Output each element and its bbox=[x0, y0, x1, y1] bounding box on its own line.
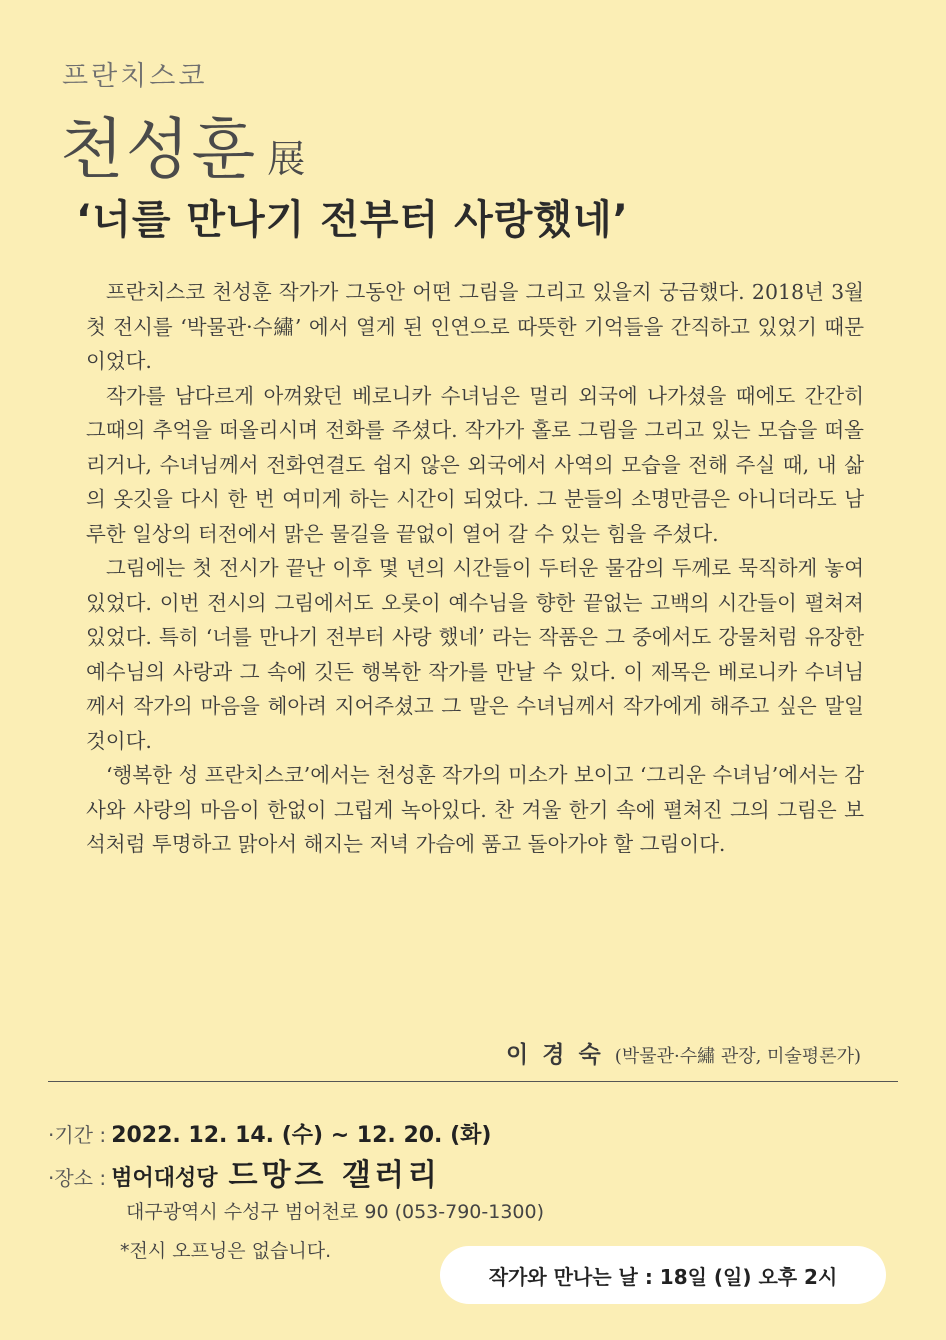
period-value: 2022. 12. 14. (수) ~ 12. 20. (화) bbox=[111, 1123, 492, 1148]
author-name: 이 경 숙 bbox=[506, 1041, 604, 1068]
exhibition-subtitle: 프란치스코 bbox=[62, 61, 208, 92]
essay-paragraph: 그림에는 첫 전시가 끝난 이후 몇 년의 시간들이 두터운 물감의 두께로 묵직하게 놓여 있었다. 이번 전시의 그림에서도 오롯이 예수님을 향한 끝없는 고백의 시간들이 펼쳐져 있었다. 특히 ‘너를 만나기 전부터 사랑 했네’ 라는 작품은 그 중에서도 강물처럼 유장한 예수님의 사랑과 그 속에 깃든 행복한 작가를 만날 수 있다. 이 제목은 베로니카 수녀님께서 작가의 마음을 헤아려 지어주셨고 그 말은 수녀님께서 작가에게 해주고 싶은 말일 것이다. bbox=[86, 556, 864, 753]
artist-name: 천성훈 bbox=[60, 111, 258, 188]
exhibition-quote-title: ‘너를 만나기 전부터 사랑했네’ bbox=[76, 197, 629, 243]
essay-paragraph: 프란치스코 천성훈 작가가 그동안 어떤 그림을 그리고 있을지 궁금했다. 2018년 3월 첫 전시를 ‘박물관·수繡’ 에서 열게 된 인연으로 따뜻한 기억들을 간직하고 있었기 때문이었다. bbox=[86, 280, 864, 373]
exhibition-suffix: 展 bbox=[267, 137, 306, 181]
essay-paragraph: ‘행복한 성 프란치스코’에서는 천성훈 작가의 미소가 보이고 ‘그리운 수녀님’에서는 감사와 사랑의 마음이 한없이 그립게 녹아있다. 찬 겨울 한기 속에 펼쳐진 그의 그림은 보석처럼 투명하고 맑아서 해지는 저녁 가슴에 품고 돌아가야 할 그림이다. bbox=[86, 763, 865, 856]
essay-body bbox=[86, 275, 864, 862]
essay-paragraph: 작가를 남다르게 아껴왔던 베로니카 수녀님은 멀리 외국에 나가셨을 때에도 간간히 그때의 추억을 떠올리시며 전화를 주셨다. 작가가 홀로 그림을 그리고 있는 모습을 떠올리거나, 수녀님께서 전화연결도 쉽지 않은 외국에서 사역의 모습을 전해 주실 때, 내 삶의 옷깃을 다시 한 번 여미게 하는 시간이 되었다. 그 분들의 소명만큼은 아니더라도 남루한 일상의 터전에서 맑은 물길을 끝없이 열어 갈 수 있는 힘을 주셨다. bbox=[86, 383, 864, 546]
venue-value: 범어대성당 bbox=[111, 1166, 218, 1191]
venue-label: ·장소 : bbox=[48, 1166, 107, 1190]
venue-address: 대구광역시 수성구 범어천로 90 (053-790-1300) bbox=[126, 1201, 545, 1223]
venue-line bbox=[48, 1150, 441, 1194]
opening-note: *전시 오프닝은 없습니다. bbox=[120, 1240, 332, 1262]
period-line bbox=[48, 1118, 491, 1149]
section-divider bbox=[48, 1081, 898, 1082]
period-label: ·기간 : bbox=[48, 1123, 107, 1147]
author-role: (박물관·수繡 관장, 미술평론가) bbox=[614, 1046, 861, 1067]
gallery-name: 드망즈 갤러리 bbox=[228, 1158, 441, 1193]
exhibition-title bbox=[60, 96, 305, 191]
author-signature bbox=[506, 1036, 861, 1069]
meet-artist-badge: 작가와 만나는 날 : 18일 (일) 오후 2시 bbox=[440, 1246, 886, 1304]
